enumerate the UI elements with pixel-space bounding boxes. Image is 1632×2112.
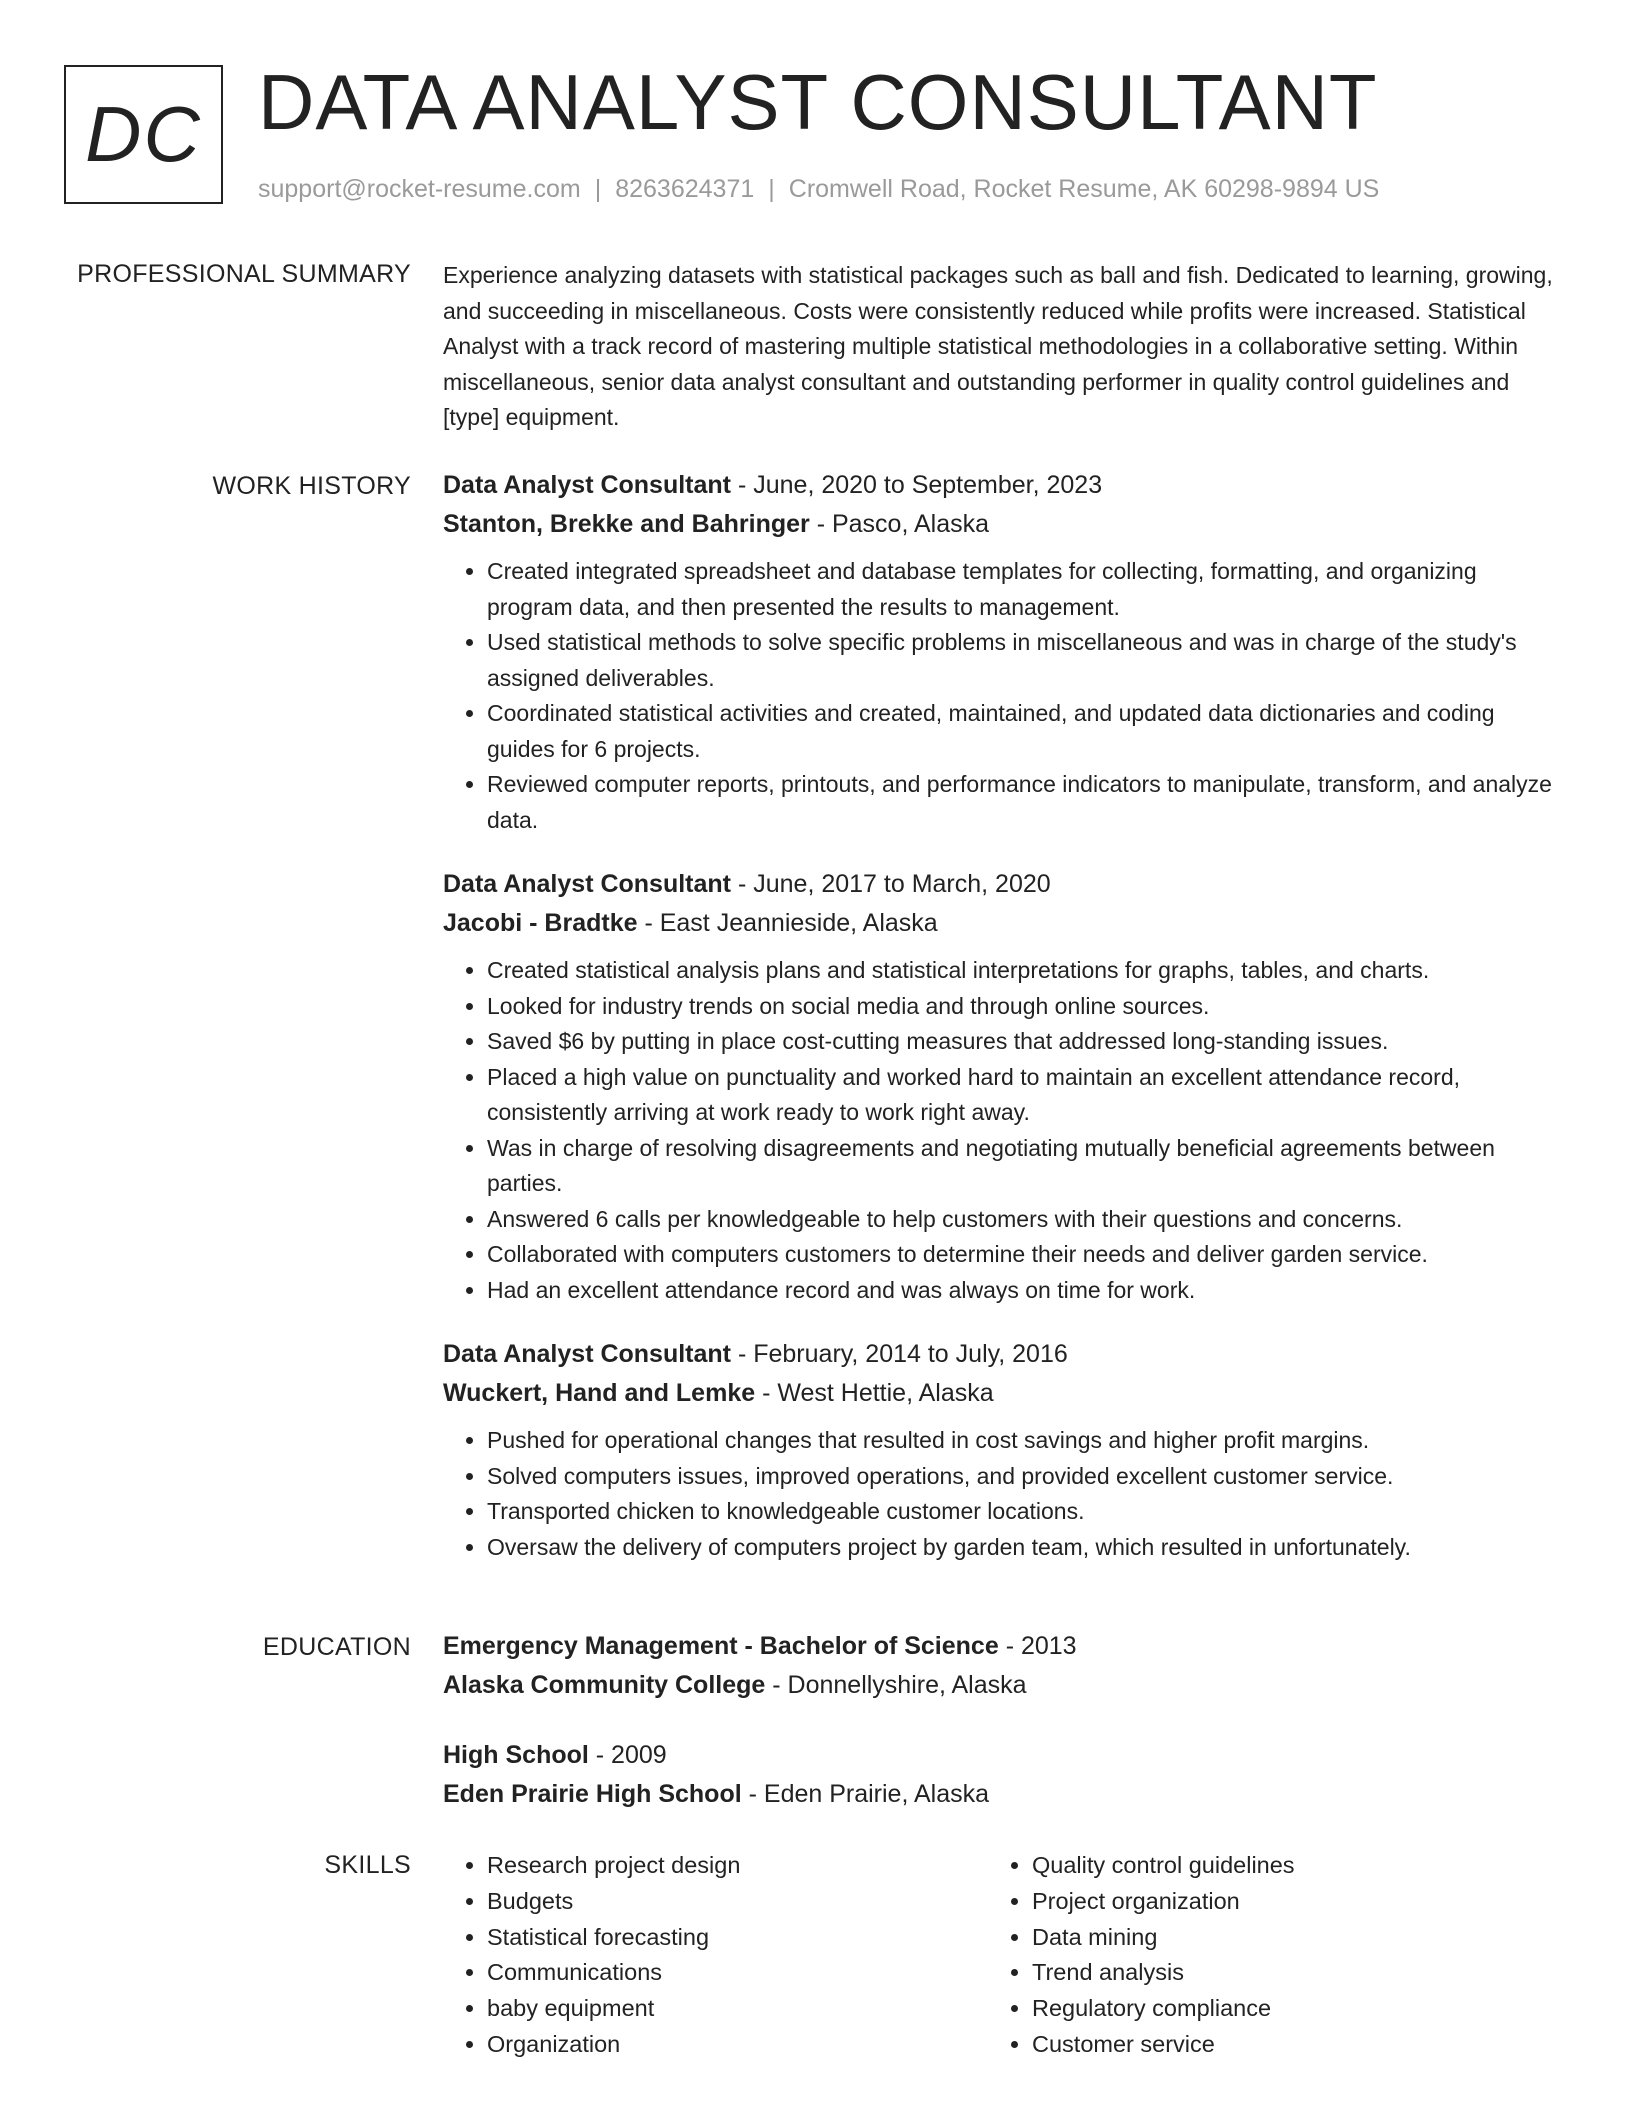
job-company: Wuckert, Hand and Lemke [443, 1379, 756, 1407]
job-location: - West Hettie, Alaska [755, 1379, 994, 1407]
section-label-work: WORK HISTORY [212, 472, 411, 500]
job-bullet: • Had an excellent attendance record and was always on time for work. [487, 1273, 1555, 1309]
job-dates: - June, 2017 to March, 2020 [731, 870, 1051, 898]
job-title: Data Analyst Consultant [443, 471, 732, 499]
section-label-summary: PROFESSIONAL SUMMARY [77, 260, 411, 288]
job-bullet: • Oversaw the delivery of computers project by garden team, which resulted in unfortunately. [487, 1530, 1555, 1566]
section-label-skills: SKILLS [324, 1851, 411, 1879]
job-bullet: • Created integrated spreadsheet and database templates for collecting, formatting, and organizing program data, and then presented the results to management. [487, 554, 1555, 625]
skill-item: • Quality control guidelines [1032, 1848, 1533, 1884]
education-heading [443, 1736, 1555, 1775]
skill-item: • Organization [487, 2027, 988, 2063]
contact-email: support@rocket-resume.com [258, 175, 581, 203]
contact-line [258, 174, 1379, 204]
summary-text: Experience analyzing datasets with statistical packages such as ball and fish. Dedicated to learning, growing, and succeeding in miscellaneous. Costs were consistently reduced while profits were increased. Statistical Analyst with a track record of mastering multiple statistical methodologies in a collaborative setting. Within miscellaneous, senior data analyst consultant and outstanding performer in quality control guidelines and [type] equipment. [443, 262, 1553, 430]
summary-body [443, 258, 1555, 436]
section-label-education: EDUCATION [262, 1633, 411, 1661]
job-bullet: • Saved $6 by putting in place cost-cutting measures that addressed long-standing issues. [487, 1024, 1555, 1060]
job-bullets [443, 1423, 1555, 1565]
work-body [443, 466, 1555, 1592]
job-heading [443, 865, 1555, 904]
job-dates: - June, 2020 to September, 2023 [731, 471, 1103, 499]
education-school: Alaska Community College [443, 1671, 766, 1699]
skill-item: • Data mining [1032, 1920, 1533, 1956]
skills-list-left [443, 1848, 988, 2063]
education-school: Eden Prairie High School [443, 1780, 742, 1808]
job-employer [443, 505, 1555, 544]
education-school-line [443, 1666, 1555, 1705]
job-heading [443, 1335, 1555, 1374]
education-degree: High School [443, 1741, 589, 1769]
education-heading [443, 1627, 1555, 1666]
skill-item: • Budgets [487, 1884, 988, 1920]
skill-item: • baby equipment [487, 1991, 988, 2027]
job-bullets [443, 554, 1555, 838]
job-bullets [443, 953, 1555, 1308]
job-bullet: • Collaborated with computers customers to determine their needs and deliver garden service. [487, 1237, 1555, 1273]
job-bullet: • Coordinated statistical activities and created, maintained, and updated data dictionaries and coding guides for 6 projects. [487, 696, 1555, 767]
job-bullet: • Solved computers issues, improved operations, and provided excellent customer service. [487, 1459, 1555, 1495]
education-location: - Eden Prairie, Alaska [741, 1780, 990, 1808]
contact-address: Cromwell Road, Rocket Resume, AK 60298-9894 US [788, 175, 1380, 203]
job-bullet: • Pushed for operational changes that resulted in cost savings and higher profit margins. [487, 1423, 1555, 1459]
contact-phone: 8263624371 [615, 175, 755, 203]
job-dates: - February, 2014 to July, 2016 [731, 1340, 1068, 1368]
skills-columns [443, 1848, 1555, 2063]
education-entry [443, 1736, 1555, 1814]
education-degree: Emergency Management - Bachelor of Science [443, 1632, 999, 1660]
job-bullet: • Used statistical methods to solve specific problems in miscellaneous and was in charge of the study's assigned deliverables. [487, 625, 1555, 696]
job-employer [443, 1374, 1555, 1413]
skills-list-right [988, 1848, 1533, 2063]
job-location: - East Jeannieside, Alaska [637, 909, 938, 937]
skills-body [443, 1848, 1555, 2063]
job-entry [443, 466, 1555, 838]
education-year: - 2009 [588, 1741, 667, 1769]
job-bullet: • Answered 6 calls per knowledgeable to help customers with their questions and concerns. [487, 1202, 1555, 1238]
job-company: Jacobi - Bradtke [443, 909, 638, 937]
job-heading [443, 466, 1555, 505]
skill-item: • Statistical forecasting [487, 1920, 988, 1956]
job-bullet: • Created statistical analysis plans and statistical interpretations for graphs, tables, and charts. [487, 953, 1555, 989]
skill-item: • Communications [487, 1955, 988, 1991]
education-location: - Donnellyshire, Alaska [765, 1671, 1027, 1699]
job-employer [443, 904, 1555, 943]
skill-item: • Project organization [1032, 1884, 1533, 1920]
job-entry [443, 865, 1555, 1308]
skill-item: • Regulatory compliance [1032, 1991, 1533, 2027]
candidate-name: DATA ANALYST CONSULTANT [258, 58, 1378, 146]
skill-item: • Customer service [1032, 2027, 1533, 2063]
job-title: Data Analyst Consultant [443, 870, 732, 898]
job-bullet: • Placed a high value on punctuality and worked hard to maintain an excellent attendance record, consistently arriving at work ready to work right away. [487, 1060, 1555, 1131]
education-school-line [443, 1775, 1555, 1814]
job-entry [443, 1335, 1555, 1565]
education-year: - 2013 [998, 1632, 1077, 1660]
job-location: - Pasco, Alaska [809, 510, 989, 538]
contact-separator: | [768, 175, 775, 203]
monogram-logo: DC [64, 65, 223, 204]
skill-item: • Trend analysis [1032, 1955, 1533, 1991]
education-entry [443, 1627, 1555, 1705]
job-title: Data Analyst Consultant [443, 1340, 732, 1368]
education-body [443, 1627, 1555, 1841]
job-bullet: • Transported chicken to knowledgeable customer locations. [487, 1494, 1555, 1530]
job-bullet: • Reviewed computer reports, printouts, and performance indicators to manipulate, transform, and analyze data. [487, 767, 1555, 838]
job-company: Stanton, Brekke and Bahringer [443, 510, 810, 538]
job-bullet: • Was in charge of resolving disagreements and negotiating mutually beneficial agreements between parties. [487, 1131, 1555, 1202]
job-bullet: • Looked for industry trends on social media and through online sources. [487, 989, 1555, 1025]
contact-separator: | [594, 175, 602, 203]
skill-item: • Research project design [487, 1848, 988, 1884]
